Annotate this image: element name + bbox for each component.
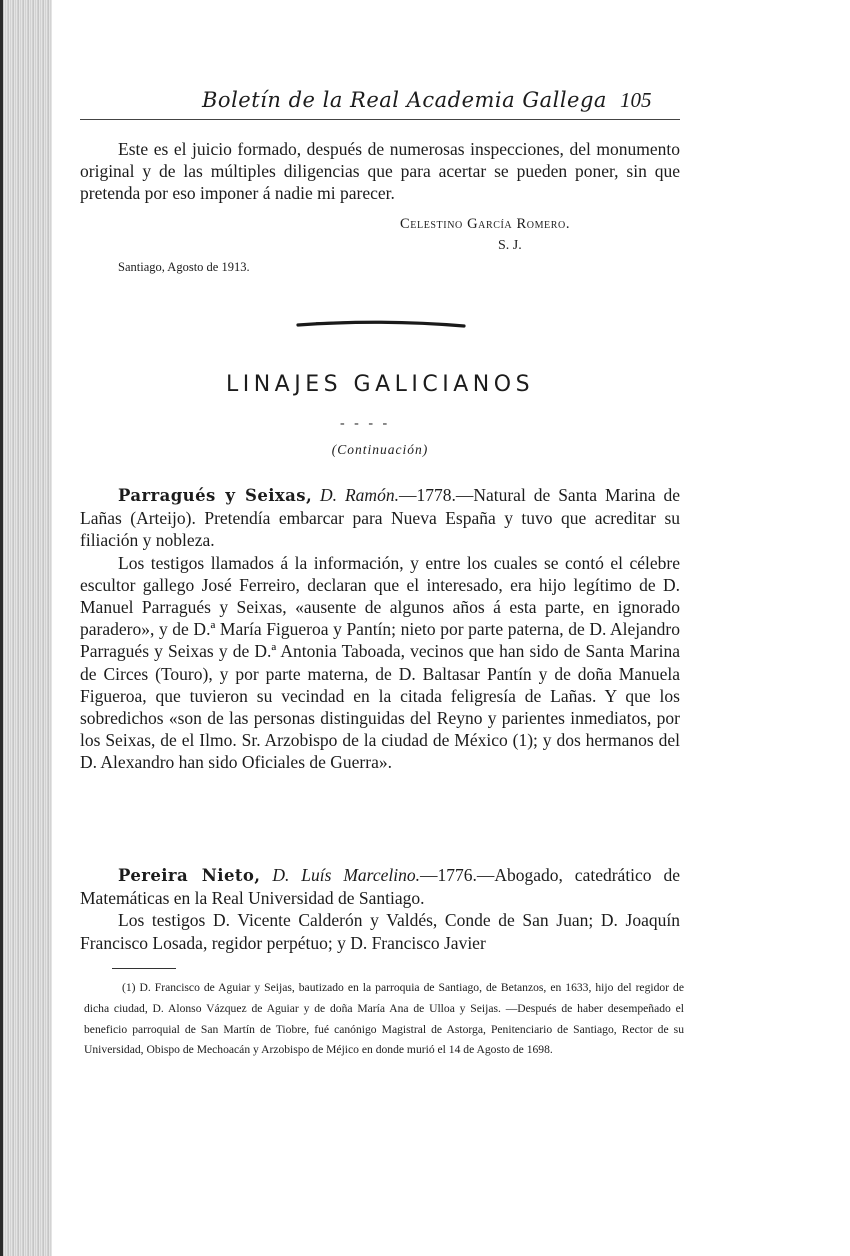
running-title: Boletín de la Real Academia Gallega (202, 88, 607, 112)
entry-name: Parragués y Seixas, (118, 486, 313, 505)
dateline: Santiago, Agosto de 1913. (118, 260, 250, 274)
footnote-rule (112, 968, 176, 969)
entry-heading-paragraph (80, 864, 680, 909)
page-gutter-line (0, 0, 3, 1256)
page-number: 105 (620, 88, 652, 112)
article-title: LINAJES GALICIANOS (225, 372, 535, 397)
author-order: S. J. (498, 238, 522, 253)
section-divider-ornament (296, 316, 466, 332)
author-signature: Celestino García Romero. (400, 216, 571, 232)
book-binding-edge (0, 0, 52, 1256)
entry-parragues (80, 484, 680, 774)
continuation-note: (Continuación) (331, 442, 429, 457)
header-rule (80, 119, 680, 120)
entry-pereira (80, 864, 680, 954)
previous-article-closing (80, 138, 680, 205)
entry-paragraph: Los testigos D. Vicente Calderón y Valdés, Conde de San Juan; D. Joaquín Francisco Losada, regidor perpétuo; y D. Francisco Javier (80, 910, 680, 953)
entry-paragraph: Los testigos llamados á la información, y entre los cuales se contó el célebre escultor gallego José Ferreiro, declaran que el interesado, era hijo legítimo de D. Manuel Parragués y Seixas, «ausente de algunos años á esta parte, en ignorado paradero», y de D.ª María Figueroa y Pantín; nieto por parte paterna, de D. Alejandro Parragués y Seixas y de D.ª Antonia Taboada, vecinos que han sido de Santa Marina de Circes (Touro), y por parte materna, de D. Baltasar Pantín y de doña Manuela Figueroa, que tuvieron su vecindad en la citada feligresía de Lañas. Y que los sobredichos «son de las personas distinguidas del Reyno y parientes inmediatos, por los Seixas, de el Ilmo. Sr. Arzobispo de la ciudad de México (1); y dos hermanos del D. Alexandro han sido Oficiales de Guerra». (80, 552, 680, 773)
closing-paragraph: Este es el juicio formado, después de numerosas inspecciones, del monumento original y de las múltiples diligencias que para acertar se pueden poner, sin que pretenda por eso imponer á nadie mi parecer. (80, 139, 680, 204)
title-dash: - - - - (340, 416, 391, 431)
footnote-block (84, 978, 684, 1061)
entry-intro: —1778.—Natural de Santa Marina de Lañas (Arteijo). Pretendía embarcar para Nueva España y tuvo que acreditar su filiación y nobleza. (80, 485, 680, 551)
entry-intro: —1776.—Abogado, catedrático de Matemáticas en la Real Universidad de Santiago. (80, 865, 680, 909)
entry-heading-paragraph (80, 484, 680, 552)
footnote-text: (1) D. Francisco de Aguiar y Seijas, bautizado en la parroquia de Santiago, de Betanzos, en 1633, hijo del regidor de dicha ciudad, D. Alonso Vázquez de Aguiar y de doña María Ana de Ulloa y Seijas. —Después de haber desempeñado el beneficio parroquial de San Martín de Tiobre, fué canónigo Magistral de Astorga, Penitenciario de Santiago, Rector de su Universidad, Obispo de Mechoacán y Arzobispo de Méjico en donde murió el 14 de Agosto de 1698. (84, 981, 684, 1057)
entry-person: D. Luís Marcelino. (272, 865, 420, 885)
entry-name: Pereira Nieto, (118, 866, 261, 885)
entry-person: D. Ramón. (320, 485, 399, 505)
running-header (80, 88, 680, 122)
